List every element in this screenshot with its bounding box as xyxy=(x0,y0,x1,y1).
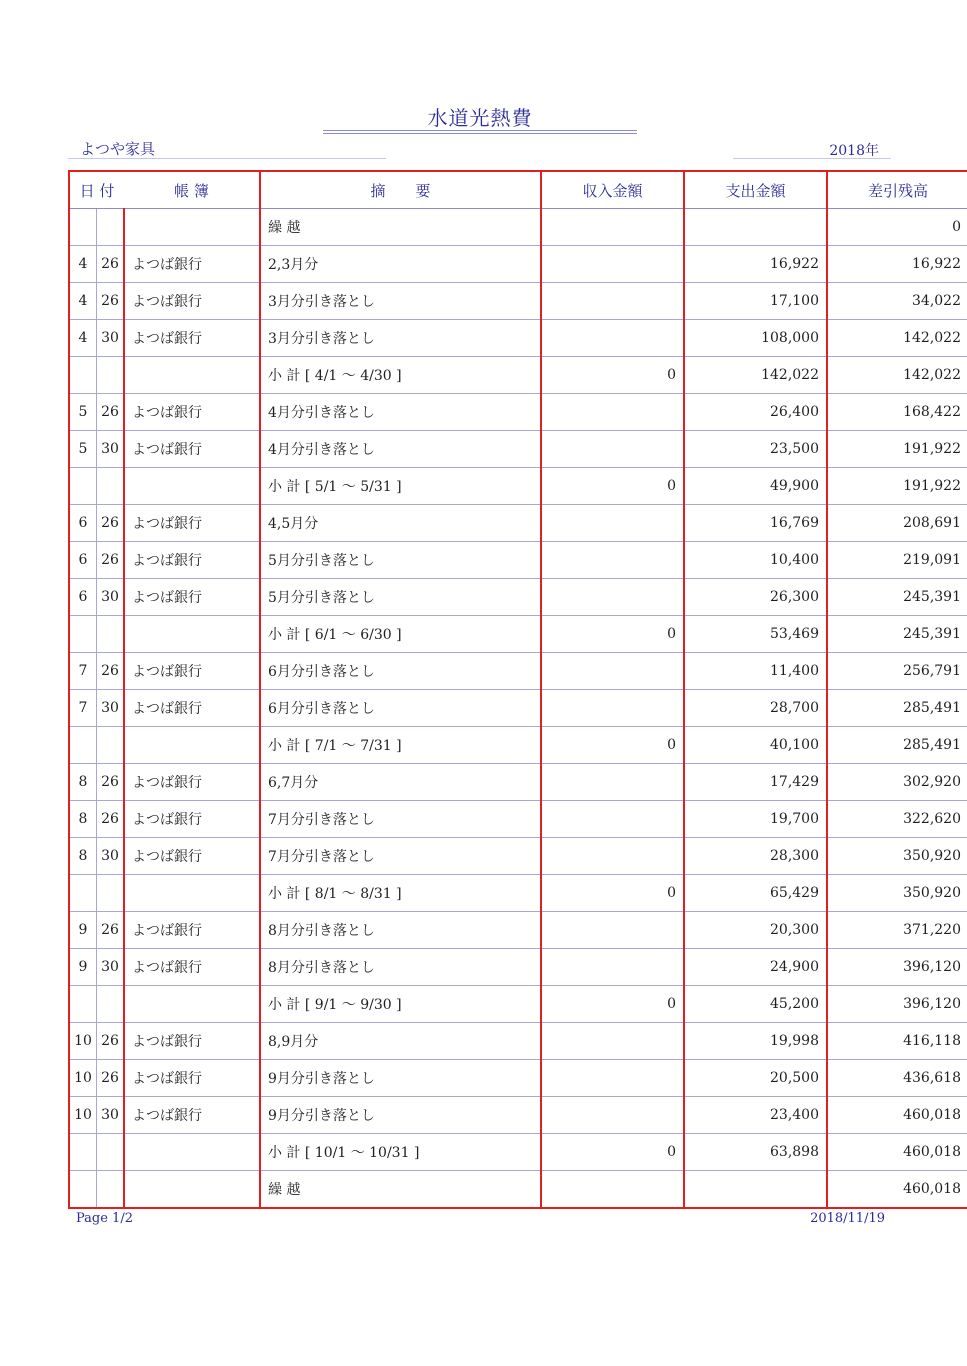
cell-income xyxy=(541,431,684,468)
cell-expense: 16,922 xyxy=(684,246,827,283)
cell-expense: 108,000 xyxy=(684,320,827,357)
cell-month xyxy=(69,1134,97,1171)
cell-balance: 460,018 xyxy=(827,1171,967,1209)
cell-balance: 350,920 xyxy=(827,838,967,875)
cell-description: 2,3月分 xyxy=(260,246,541,283)
cell-day: 30 xyxy=(97,320,125,357)
table-row xyxy=(69,1023,967,1060)
cell-book: よつば銀行 xyxy=(124,838,260,875)
cell-description: 小 計 [ 6/1 ～ 6/30 ] xyxy=(260,616,541,653)
table-row xyxy=(69,912,967,949)
cell-description: 7月分引き落とし xyxy=(260,838,541,875)
cell-day: 26 xyxy=(97,1060,125,1097)
cell-income xyxy=(541,320,684,357)
cell-book: よつば銀行 xyxy=(124,1023,260,1060)
cell-day: 30 xyxy=(97,1097,125,1134)
cell-description: 6月分引き落とし xyxy=(260,690,541,727)
header-date: 日 付 xyxy=(69,171,124,209)
cell-description: 小 計 [ 9/1 ～ 9/30 ] xyxy=(260,986,541,1023)
cell-book xyxy=(124,727,260,764)
cell-book: よつば銀行 xyxy=(124,690,260,727)
cell-book: よつば銀行 xyxy=(124,542,260,579)
cell-day: 30 xyxy=(97,579,125,616)
cell-description: 繰 越 xyxy=(260,1171,541,1209)
cell-income xyxy=(541,1023,684,1060)
cell-balance: 302,920 xyxy=(827,764,967,801)
cell-balance: 285,491 xyxy=(827,727,967,764)
cell-balance: 460,018 xyxy=(827,1134,967,1171)
cell-income xyxy=(541,912,684,949)
cell-book xyxy=(124,875,260,912)
cell-month xyxy=(69,727,97,764)
cell-balance: 416,118 xyxy=(827,1023,967,1060)
cell-day xyxy=(97,1171,125,1209)
cell-description: 4月分引き落とし xyxy=(260,431,541,468)
table-row xyxy=(69,320,967,357)
cell-description: 小 計 [ 5/1 ～ 5/31 ] xyxy=(260,468,541,505)
cell-day: 26 xyxy=(97,912,125,949)
cell-description: 5月分引き落とし xyxy=(260,542,541,579)
table-row xyxy=(69,394,967,431)
cell-day: 26 xyxy=(97,283,125,320)
table-row xyxy=(69,616,967,653)
cell-day: 26 xyxy=(97,1023,125,1060)
table-row xyxy=(69,246,967,283)
cell-day xyxy=(97,357,125,394)
table-row xyxy=(69,801,967,838)
print-date: 2018/11/19 xyxy=(810,1211,885,1226)
cell-income: 0 xyxy=(541,986,684,1023)
cell-day: 30 xyxy=(97,690,125,727)
cell-expense: 45,200 xyxy=(684,986,827,1023)
cell-income xyxy=(541,579,684,616)
cell-expense: 26,300 xyxy=(684,579,827,616)
cell-balance: 142,022 xyxy=(827,320,967,357)
table-row xyxy=(69,357,967,394)
cell-expense: 17,429 xyxy=(684,764,827,801)
cell-description: 6,7月分 xyxy=(260,764,541,801)
cell-income xyxy=(541,283,684,320)
cell-balance: 208,691 xyxy=(827,505,967,542)
cell-day: 26 xyxy=(97,801,125,838)
cell-income xyxy=(541,1060,684,1097)
cell-day xyxy=(97,986,125,1023)
cell-balance: 16,922 xyxy=(827,246,967,283)
cell-book: よつば銀行 xyxy=(124,394,260,431)
cell-income xyxy=(541,1171,684,1209)
cell-expense: 20,500 xyxy=(684,1060,827,1097)
cell-month xyxy=(69,1171,97,1209)
cell-month xyxy=(69,986,97,1023)
cell-income xyxy=(541,1097,684,1134)
cell-day: 26 xyxy=(97,505,125,542)
cell-balance: 191,922 xyxy=(827,431,967,468)
cell-book: よつば銀行 xyxy=(124,246,260,283)
cell-month: 10 xyxy=(69,1060,97,1097)
cell-month: 5 xyxy=(69,431,97,468)
cell-income xyxy=(541,690,684,727)
cell-month xyxy=(69,616,97,653)
cell-book: よつば銀行 xyxy=(124,579,260,616)
cell-description: 小 計 [ 7/1 ～ 7/31 ] xyxy=(260,727,541,764)
cell-expense: 19,700 xyxy=(684,801,827,838)
cell-balance: 0 xyxy=(827,209,967,246)
cell-day: 26 xyxy=(97,542,125,579)
cell-balance: 245,391 xyxy=(827,579,967,616)
cell-expense: 49,900 xyxy=(684,468,827,505)
cell-balance: 219,091 xyxy=(827,542,967,579)
cell-month: 7 xyxy=(69,690,97,727)
table-row xyxy=(69,431,967,468)
year-underline xyxy=(733,158,891,159)
cell-description: 小 計 [ 10/1 ～ 10/31 ] xyxy=(260,1134,541,1171)
cell-description: 6月分引き落とし xyxy=(260,653,541,690)
cell-income xyxy=(541,764,684,801)
cell-month: 8 xyxy=(69,838,97,875)
cell-day: 26 xyxy=(97,764,125,801)
cell-description: 8,9月分 xyxy=(260,1023,541,1060)
cell-book xyxy=(124,468,260,505)
table-row xyxy=(69,764,967,801)
cell-day xyxy=(97,875,125,912)
header-income: 収入金額 xyxy=(541,171,684,209)
cell-day: 30 xyxy=(97,838,125,875)
cell-day: 26 xyxy=(97,246,125,283)
cell-income: 0 xyxy=(541,468,684,505)
cell-description: 9月分引き落とし xyxy=(260,1097,541,1134)
cell-month: 4 xyxy=(69,246,97,283)
cell-book: よつば銀行 xyxy=(124,320,260,357)
table-row xyxy=(69,283,967,320)
cell-day xyxy=(97,468,125,505)
cell-month: 10 xyxy=(69,1097,97,1134)
cell-day: 26 xyxy=(97,653,125,690)
cell-description: 9月分引き落とし xyxy=(260,1060,541,1097)
page-number: Page 1/2 xyxy=(76,1211,133,1226)
cell-month xyxy=(69,875,97,912)
cell-book: よつば銀行 xyxy=(124,801,260,838)
cell-month: 10 xyxy=(69,1023,97,1060)
table-row xyxy=(69,986,967,1023)
cell-description: 8月分引き落とし xyxy=(260,912,541,949)
cell-expense: 20,300 xyxy=(684,912,827,949)
cell-description: 4,5月分 xyxy=(260,505,541,542)
table-row xyxy=(69,579,967,616)
cell-expense: 17,100 xyxy=(684,283,827,320)
cell-income xyxy=(541,394,684,431)
document-title-block xyxy=(323,106,637,134)
cell-month: 4 xyxy=(69,283,97,320)
cell-income xyxy=(541,246,684,283)
cell-book: よつば銀行 xyxy=(124,431,260,468)
ledger-header-row xyxy=(69,171,967,209)
cell-expense: 63,898 xyxy=(684,1134,827,1171)
cell-book: よつば銀行 xyxy=(124,764,260,801)
cell-book xyxy=(124,986,260,1023)
title-underline xyxy=(323,130,637,131)
cell-balance: 168,422 xyxy=(827,394,967,431)
table-row xyxy=(69,690,967,727)
cell-month: 8 xyxy=(69,801,97,838)
ledger-body xyxy=(69,209,967,1209)
cell-book: よつば銀行 xyxy=(124,505,260,542)
cell-book: よつば銀行 xyxy=(124,1097,260,1134)
cell-book xyxy=(124,616,260,653)
cell-day xyxy=(97,209,125,246)
cell-income: 0 xyxy=(541,357,684,394)
table-row xyxy=(69,468,967,505)
cell-month: 6 xyxy=(69,505,97,542)
cell-description: 7月分引き落とし xyxy=(260,801,541,838)
cell-income xyxy=(541,801,684,838)
company-underline xyxy=(68,158,386,159)
cell-income: 0 xyxy=(541,727,684,764)
cell-description: 3月分引き落とし xyxy=(260,320,541,357)
cell-expense xyxy=(684,209,827,246)
fiscal-year: 2018年 xyxy=(829,143,879,159)
cell-balance: 460,018 xyxy=(827,1097,967,1134)
cell-month: 5 xyxy=(69,394,97,431)
document-title: 水道光熱費 xyxy=(427,106,533,130)
cell-income: 0 xyxy=(541,875,684,912)
cell-month: 8 xyxy=(69,764,97,801)
cell-expense: 23,500 xyxy=(684,431,827,468)
cell-expense: 28,300 xyxy=(684,838,827,875)
table-row xyxy=(69,505,967,542)
cell-month xyxy=(69,209,97,246)
table-row xyxy=(69,1134,967,1171)
cell-expense: 26,400 xyxy=(684,394,827,431)
cell-book xyxy=(124,209,260,246)
cell-income: 0 xyxy=(541,616,684,653)
cell-month: 4 xyxy=(69,320,97,357)
cell-balance: 322,620 xyxy=(827,801,967,838)
cell-income xyxy=(541,209,684,246)
cell-expense: 53,469 xyxy=(684,616,827,653)
cell-day: 30 xyxy=(97,431,125,468)
cell-month: 7 xyxy=(69,653,97,690)
header-balance: 差引残高 xyxy=(827,171,967,209)
cell-book xyxy=(124,1171,260,1209)
cell-expense: 28,700 xyxy=(684,690,827,727)
cell-income xyxy=(541,653,684,690)
table-row xyxy=(69,875,967,912)
cell-expense: 65,429 xyxy=(684,875,827,912)
cell-book: よつば銀行 xyxy=(124,1060,260,1097)
table-row xyxy=(69,949,967,986)
ledger-table xyxy=(68,170,967,1209)
cell-day: 26 xyxy=(97,394,125,431)
cell-balance: 191,922 xyxy=(827,468,967,505)
table-row xyxy=(69,727,967,764)
cell-book xyxy=(124,357,260,394)
cell-month: 9 xyxy=(69,949,97,986)
cell-balance: 256,791 xyxy=(827,653,967,690)
cell-book xyxy=(124,1134,260,1171)
cell-expense: 19,998 xyxy=(684,1023,827,1060)
cell-description: 4月分引き落とし xyxy=(260,394,541,431)
cell-month: 9 xyxy=(69,912,97,949)
cell-balance: 285,491 xyxy=(827,690,967,727)
cell-expense: 142,022 xyxy=(684,357,827,394)
table-row xyxy=(69,1171,967,1209)
table-row xyxy=(69,653,967,690)
cell-description: 小 計 [ 8/1 ～ 8/31 ] xyxy=(260,875,541,912)
cell-expense: 16,769 xyxy=(684,505,827,542)
cell-income xyxy=(541,542,684,579)
table-row xyxy=(69,838,967,875)
header-expense: 支出金額 xyxy=(684,171,827,209)
cell-balance: 371,220 xyxy=(827,912,967,949)
cell-balance: 142,022 xyxy=(827,357,967,394)
cell-balance: 396,120 xyxy=(827,986,967,1023)
cell-expense: 23,400 xyxy=(684,1097,827,1134)
cell-description: 小 計 [ 4/1 ～ 4/30 ] xyxy=(260,357,541,394)
header-book: 帳 簿 xyxy=(124,171,260,209)
cell-income xyxy=(541,949,684,986)
cell-book: よつば銀行 xyxy=(124,949,260,986)
cell-balance: 245,391 xyxy=(827,616,967,653)
cell-expense: 10,400 xyxy=(684,542,827,579)
table-row xyxy=(69,1097,967,1134)
table-row xyxy=(69,209,967,246)
cell-expense: 24,900 xyxy=(684,949,827,986)
cell-day xyxy=(97,1134,125,1171)
cell-book: よつば銀行 xyxy=(124,283,260,320)
cell-description: 繰 越 xyxy=(260,209,541,246)
cell-month xyxy=(69,468,97,505)
cell-description: 5月分引き落とし xyxy=(260,579,541,616)
cell-balance: 34,022 xyxy=(827,283,967,320)
cell-expense xyxy=(684,1171,827,1209)
cell-day xyxy=(97,616,125,653)
cell-balance: 396,120 xyxy=(827,949,967,986)
cell-income: 0 xyxy=(541,1134,684,1171)
cell-expense: 40,100 xyxy=(684,727,827,764)
cell-month: 6 xyxy=(69,542,97,579)
cell-balance: 436,618 xyxy=(827,1060,967,1097)
cell-book: よつば銀行 xyxy=(124,653,260,690)
cell-expense: 11,400 xyxy=(684,653,827,690)
title-underline-double xyxy=(323,133,637,134)
table-row xyxy=(69,1060,967,1097)
cell-description: 8月分引き落とし xyxy=(260,949,541,986)
cell-income xyxy=(541,505,684,542)
cell-description: 3月分引き落とし xyxy=(260,283,541,320)
cell-month xyxy=(69,357,97,394)
cell-balance: 350,920 xyxy=(827,875,967,912)
cell-month: 6 xyxy=(69,579,97,616)
cell-income xyxy=(541,838,684,875)
cell-day xyxy=(97,727,125,764)
table-row xyxy=(69,542,967,579)
cell-book: よつば銀行 xyxy=(124,912,260,949)
cell-day: 30 xyxy=(97,949,125,986)
company-name: よつや家具 xyxy=(80,140,156,158)
header-description: 摘 要 xyxy=(260,171,541,209)
